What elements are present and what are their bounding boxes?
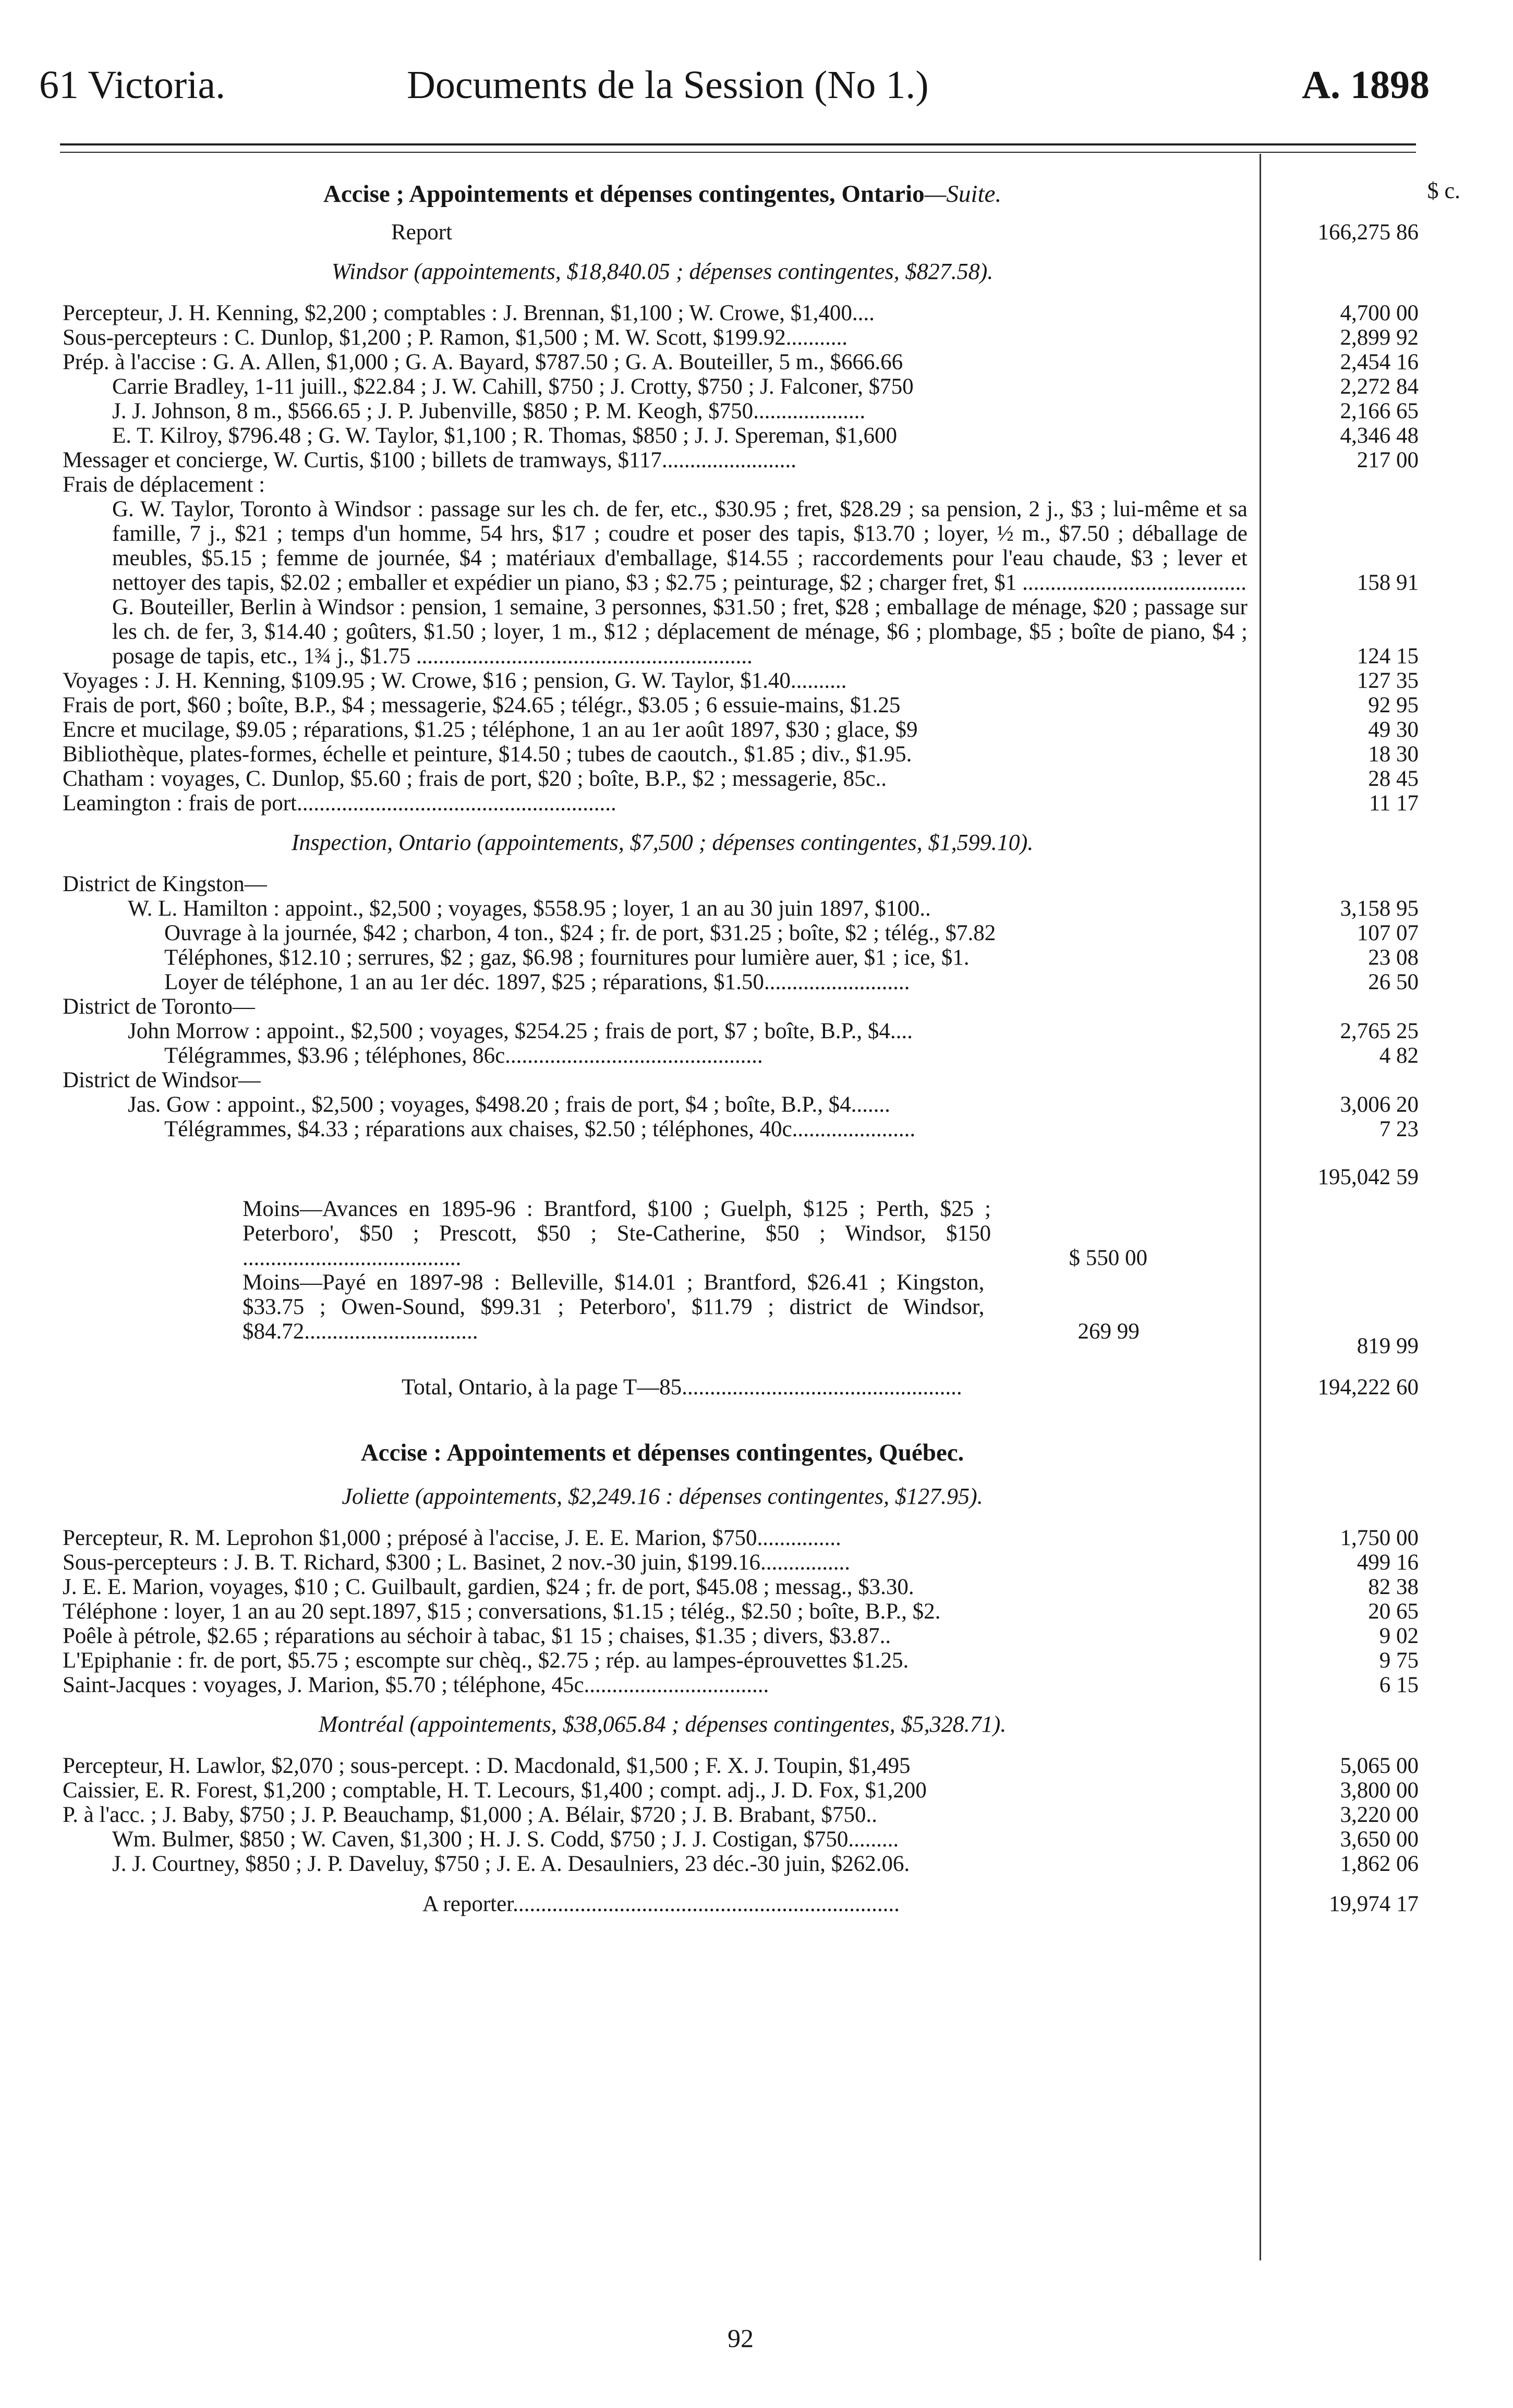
montreal-text: Wm. Bulmer, $850 ; W. Caven, $1,300 ; H. J. S. Codd, $750 ; J. J. Costigan, $750......... (112, 1827, 899, 1852)
moins-advances-text: Moins—Avances en 1895-96 : Brantford, $100 ; Guelph, $125 ; Perth, $25 ; Peterboro', $50 ; Prescott, $50 ; Ste-Catherine, $50 ; Windsor, $150 ....................................... (243, 1197, 991, 1270)
inspection-amount: 4 82 (1379, 1043, 1419, 1068)
quebec-section-title: Accise : Appointements et dépenses contingentes, Québec. (360, 1439, 964, 1466)
report-row (63, 220, 1419, 245)
montreal-title: Montréal (appointements, $38,065.84 ; dépenses contingentes, $5,328.71). (318, 1711, 1007, 1737)
joliette-text: Téléphone : loyer, 1 an au 20 sept.1897, $15 ; conversations, $1.15 ; télég., $2.50 ; boîte, B.P., $2. (63, 1599, 941, 1624)
joliette-row (63, 1599, 1419, 1624)
joliette-row (63, 1648, 1419, 1673)
joliette-text: J. E. E. Marion, voyages, $10 ; C. Guilbault, gardien, $24 ; fr. de port, $45.08 ; messag., $3.30. (63, 1575, 914, 1599)
joliette-amount: 499 16 (1357, 1550, 1419, 1575)
windsor-rows (63, 301, 1419, 497)
windsor-row (63, 472, 1419, 497)
inspection-row (63, 945, 1419, 970)
inspection-text: Téléphones, $12.10 ; serrures, $2 ; gaz, $6.98 ; fournitures pour lumière auer, $1 ; ice, $1. (164, 945, 970, 970)
misc-text: Chatham : voyages, C. Dunlop, $5.60 ; frais de port, $20 ; boîte, B.P., $2 ; messagerie, 85c.. (63, 767, 887, 791)
inspection-row (63, 1068, 1419, 1092)
bouteiller-text: G. Bouteiller, Berlin à Windsor : pension, 1 semaine, 3 personnes, $31.50 ; fret, $28 ; emballage de ménage, $20 ; passage sur les ch. de fer, 3, $14.40 ; goûters, $1.50 ; loyer, 1 m., $12 ; déplacement de ménage, $6 ; plombage, $5 ; boîte de piano, $4 ; posage de tapis, etc., 1¾ j., $1.75 ............................................................ (112, 595, 1248, 668)
windsor-amount: 2,454 16 (1340, 350, 1419, 374)
inspection-rows (63, 872, 1419, 1141)
windsor-amount: 217 00 (1357, 448, 1419, 472)
misc-row (63, 767, 1419, 791)
windsor-row (63, 301, 1419, 325)
page-number: 92 (728, 2324, 754, 2353)
moins-advances (63, 1197, 1419, 1270)
total-ontario-row (63, 1375, 1419, 1400)
montreal-row (63, 1827, 1419, 1852)
joliette-row (63, 1575, 1419, 1599)
bouteiller-amount: 124 15 (1357, 644, 1419, 668)
joliette-text: Saint-Jacques : voyages, J. Marion, $5.70 ; téléphone, 45c................................. (63, 1673, 769, 1697)
inspection-text: District de Kingston— (63, 872, 267, 896)
inspection-row (63, 970, 1419, 994)
joliette-title: Joliette (appointements, $2,249.16 : dépenses contingentes, $127.95). (342, 1483, 983, 1509)
montreal-row (63, 1852, 1419, 1876)
montreal-amount: 3,220 00 (1340, 1803, 1419, 1827)
inspection-amount: 3,006 20 (1340, 1092, 1419, 1117)
inspection-text: Loyer de téléphone, 1 an au 1er déc. 1897, $25 ; réparations, $1.50.......................... (164, 970, 910, 994)
misc-amount: 11 17 (1369, 791, 1419, 816)
montreal-text: J. J. Courtney, $850 ; J. P. Daveluy, $750 ; J. E. A. Desaulniers, 23 déc.-30 juin, $262.06. (112, 1852, 910, 1876)
inspection-row (63, 921, 1419, 945)
inspection-amount: 2,765 25 (1340, 1019, 1419, 1043)
moins-paid (63, 1270, 1419, 1358)
header-rule-thin (60, 152, 1416, 153)
misc-row (63, 693, 1419, 717)
windsor-text: Carrie Bradley, 1-11 juill., $22.84 ; J. W. Cahill, $750 ; J. Crotty, $750 ; J. Falconer, $750 (112, 374, 914, 399)
inspection-amount: 26 50 (1368, 970, 1419, 994)
misc-amount: 49 30 (1368, 717, 1419, 742)
total-ontario-amount: 194,222 60 (1317, 1375, 1419, 1400)
inspection-text: Télégrammes, $4.33 ; réparations aux chaises, $2.50 ; téléphones, 40c...................... (164, 1117, 916, 1141)
report-label: Report (391, 220, 453, 245)
windsor-amount: 2,166 65 (1340, 399, 1419, 423)
misc-row (63, 717, 1419, 742)
misc-row (63, 668, 1419, 693)
montreal-text: Percepteur, H. Lawlor, $2,070 ; sous-percept. : D. Macdonald, $1,500 ; F. X. J. Toupin, $1,495 (63, 1754, 911, 1778)
misc-rows (63, 668, 1419, 816)
joliette-amount: 20 65 (1368, 1599, 1419, 1624)
reporter-row (63, 1892, 1419, 1916)
inspection-title: Inspection, Ontario (appointements, $7,500 ; dépenses contingentes, $1,599.10). (291, 830, 1034, 855)
montreal-amount: 5,065 00 (1340, 1754, 1419, 1778)
misc-amount: 92 95 (1368, 693, 1419, 717)
joliette-amount: 82 38 (1368, 1575, 1419, 1599)
taylor-amount: 158 91 (1357, 570, 1419, 595)
montreal-amount: 3,650 00 (1340, 1827, 1419, 1852)
joliette-text: Percepteur, R. M. Leprohon $1,000 ; préposé à l'accise, J. E. E. Marion, $750............... (63, 1526, 841, 1550)
joliette-row (63, 1624, 1419, 1648)
inspection-amount: 23 08 (1368, 945, 1419, 970)
inspection-text: Jas. Gow : appoint., $2,500 ; voyages, $498.20 ; frais de port, $4 ; boîte, B.P., $4....... (128, 1092, 890, 1117)
joliette-text: L'Epiphanie : fr. de port, $5.75 ; escompte sur chèq., $2.75 ; rép. au lampes-éprouvettes $1.25. (63, 1648, 909, 1673)
ontario-title-suffix: —Suite. (924, 180, 1002, 208)
misc-row (63, 791, 1419, 816)
windsor-amount: 2,899 92 (1340, 325, 1419, 350)
inspection-row (63, 1043, 1419, 1068)
montreal-row (63, 1754, 1419, 1778)
montreal-text: Caissier, E. R. Forest, $1,200 ; comptable, H. T. Lecours, $1,400 ; compt. adj., J. D. Fox, $1,200 (63, 1778, 927, 1803)
windsor-text: Sous-percepteurs : C. Dunlop, $1,200 ; P. Ramon, $1,500 ; M. W. Scott, $199.92........... (63, 325, 848, 350)
moins-paid-amount: 269 99 (1078, 1319, 1140, 1344)
joliette-row (63, 1526, 1419, 1550)
misc-text: Leamington : frais de port......................................................... (63, 791, 616, 816)
column-heading: $ c. (1427, 178, 1460, 203)
misc-row (63, 742, 1419, 767)
inspection-row (63, 1117, 1419, 1141)
inspection-text: Ouvrage à la journée, $42 ; charbon, 4 ton., $24 ; fr. de port, $31.25 ; boîte, $2 ; télég., $7.82 (164, 921, 996, 945)
inspection-row (63, 994, 1419, 1019)
subtotal-amount: 195,042 59 (1317, 1165, 1419, 1189)
montreal-amount: 1,862 06 (1340, 1852, 1419, 1876)
header-rule-thick (60, 143, 1416, 145)
windsor-amount: 4,700 00 (1340, 301, 1419, 325)
document-body (63, 177, 1460, 1916)
joliette-amount: 9 75 (1379, 1648, 1419, 1673)
windsor-amount: 2,272 84 (1340, 374, 1419, 399)
joliette-amount: 6 15 (1379, 1673, 1419, 1697)
ontario-title-text: Accise ; Appointements et dépenses contingentes, Ontario (323, 180, 925, 208)
windsor-title: Windsor (appointements, $18,840.05 ; dépenses contingentes, $827.58). (331, 259, 994, 284)
moins-advances-amount: $ 550 00 (1069, 1246, 1147, 1270)
misc-amount: 18 30 (1368, 742, 1419, 767)
moins-paid-text: Moins—Payé en 1897-98 : Belleville, $14.01 ; Brantford, $26.41 ; Kingston, $33.75 ; Owen-Sound, $99.31 ; Peterboro', $11.79 ; district de Windsor, $84.72............................... (243, 1270, 985, 1344)
inspection-row (63, 872, 1419, 896)
montreal-text: P. à l'acc. ; J. Baby, $750 ; J. P. Beauchamp, $1,000 ; A. Bélair, $720 ; J. B. Brabant, $750.. (63, 1803, 877, 1827)
inspection-row (63, 1019, 1419, 1043)
joliette-amount: 9 02 (1379, 1624, 1419, 1648)
joliette-row (63, 1550, 1419, 1575)
bouteiller-entry (63, 595, 1419, 668)
windsor-row (63, 423, 1419, 448)
misc-text: Frais de port, $60 ; boîte, B.P., $4 ; messagerie, $24.65 ; télégr., $3.05 ; 6 essuie-mains, $1.25 (63, 693, 901, 717)
windsor-row (63, 350, 1419, 374)
joliette-text: Sous-percepteurs : J. B. T. Richard, $300 ; L. Basinet, 2 nov.-30 juin, $199.16................ (63, 1550, 851, 1575)
taylor-entry (63, 497, 1419, 595)
montreal-rows (63, 1754, 1419, 1876)
windsor-text: Prép. à l'accise : G. A. Allen, $1,000 ; G. A. Bayard, $787.50 ; G. A. Bouteiller, 5 m., $666.66 (63, 350, 903, 374)
header-session: 61 Victoria. (39, 63, 226, 107)
windsor-text: E. T. Kilroy, $796.48 ; G. W. Taylor, $1,100 ; R. Thomas, $850 ; J. J. Spereman, $1,600 (112, 423, 897, 448)
moins-total: 819 99 (1357, 1334, 1419, 1358)
windsor-text: J. J. Johnson, 8 m., $566.65 ; J. P. Jubenville, $850 ; P. M. Keogh, $750.................... (112, 399, 866, 423)
header-title: Documents de la Session (No 1.) (407, 63, 929, 107)
inspection-row (63, 896, 1419, 921)
inspection-amount: 7 23 (1379, 1117, 1419, 1141)
misc-text: Encre et mucilage, $9.05 ; réparations, $1.25 ; téléphone, 1 an au 1er août 1897, $30 ; glace, $9 (63, 717, 918, 742)
total-ontario-label: Total, Ontario, à la page T—85.................................................. (402, 1375, 962, 1400)
windsor-row (63, 448, 1419, 472)
inspection-text: Télégrammes, $3.96 ; téléphones, 86c.............................................. (164, 1043, 763, 1068)
inspection-text: John Morrow : appoint., $2,500 ; voyages, $254.25 ; frais de port, $7 ; boîte, B.P., $4.... (128, 1019, 913, 1043)
windsor-amount: 4,346 48 (1340, 423, 1419, 448)
misc-amount: 127 35 (1357, 668, 1419, 693)
windsor-text: Frais de déplacement : (63, 472, 265, 497)
inspection-text: District de Windsor— (63, 1068, 261, 1092)
ontario-section-title (63, 177, 1262, 211)
reporter-amount: 19,974 17 (1329, 1892, 1419, 1916)
misc-text: Bibliothèque, plates-formes, échelle et peinture, $14.50 ; tubes de caoutch., $1.85 ; div., $1.95. (63, 742, 912, 767)
montreal-amount: 3,800 00 (1340, 1778, 1419, 1803)
windsor-text: Percepteur, J. H. Kenning, $2,200 ; comptables : J. Brennan, $1,100 ; W. Crowe, $1,400.... (63, 301, 875, 325)
reporter-label: A reporter..................................................................... (422, 1892, 900, 1916)
joliette-rows (63, 1526, 1419, 1697)
report-amount: 166,275 86 (1317, 220, 1419, 245)
inspection-text: District de Toronto— (63, 994, 255, 1019)
inspection-row (63, 1092, 1419, 1117)
joliette-amount: 1,750 00 (1340, 1526, 1419, 1550)
montreal-row (63, 1778, 1419, 1803)
misc-amount: 28 45 (1368, 767, 1419, 791)
header-year: A. 1898 (1302, 63, 1430, 107)
taylor-text: G. W. Taylor, Toronto à Windsor : passage sur les ch. de fer, etc., $30.95 ; fret, $28.29 ; sa pension, 2 j., $3 ; lui-même et sa famille, 7 j., $21 ; temps d'un homme, 54 hrs, $17 ; coudre et poser des tapis, $13.70 ; loyer, ½ m., $7.50 ; déballage de meubles, $5.15 ; femme de journée, $4 ; matériaux d'emballage, $14.55 ; raccordements pour l'eau chaude, $3 ; lever et nettoyer des tapis, $2.02 ; emballer et expédier un piano, $3 ; $2.75 ; peinturage, $2 ; charger fret, $1 ........................................ (112, 497, 1248, 595)
subtotal-row (63, 1153, 1419, 1189)
montreal-row (63, 1803, 1419, 1827)
joliette-row (63, 1673, 1419, 1697)
windsor-row (63, 399, 1419, 423)
windsor-text: Messager et concierge, W. Curtis, $100 ; billets de tramways, $117........................ (63, 448, 796, 472)
windsor-row (63, 325, 1419, 350)
inspection-text: W. L. Hamilton : appoint., $2,500 ; voyages, $558.95 ; loyer, 1 an au 30 juin 1897, $100.. (128, 896, 931, 921)
misc-text: Voyages : J. H. Kenning, $109.95 ; W. Crowe, $16 ; pension, G. W. Taylor, $1.40.......... (63, 668, 847, 693)
joliette-text: Poêle à pétrole, $2.65 ; réparations au séchoir à tabac, $1 15 ; chaises, $1.35 ; divers, $3.87.. (63, 1624, 891, 1648)
inspection-amount: 3,158 95 (1340, 896, 1419, 921)
windsor-row (63, 374, 1419, 399)
inspection-amount: 107 07 (1357, 921, 1419, 945)
